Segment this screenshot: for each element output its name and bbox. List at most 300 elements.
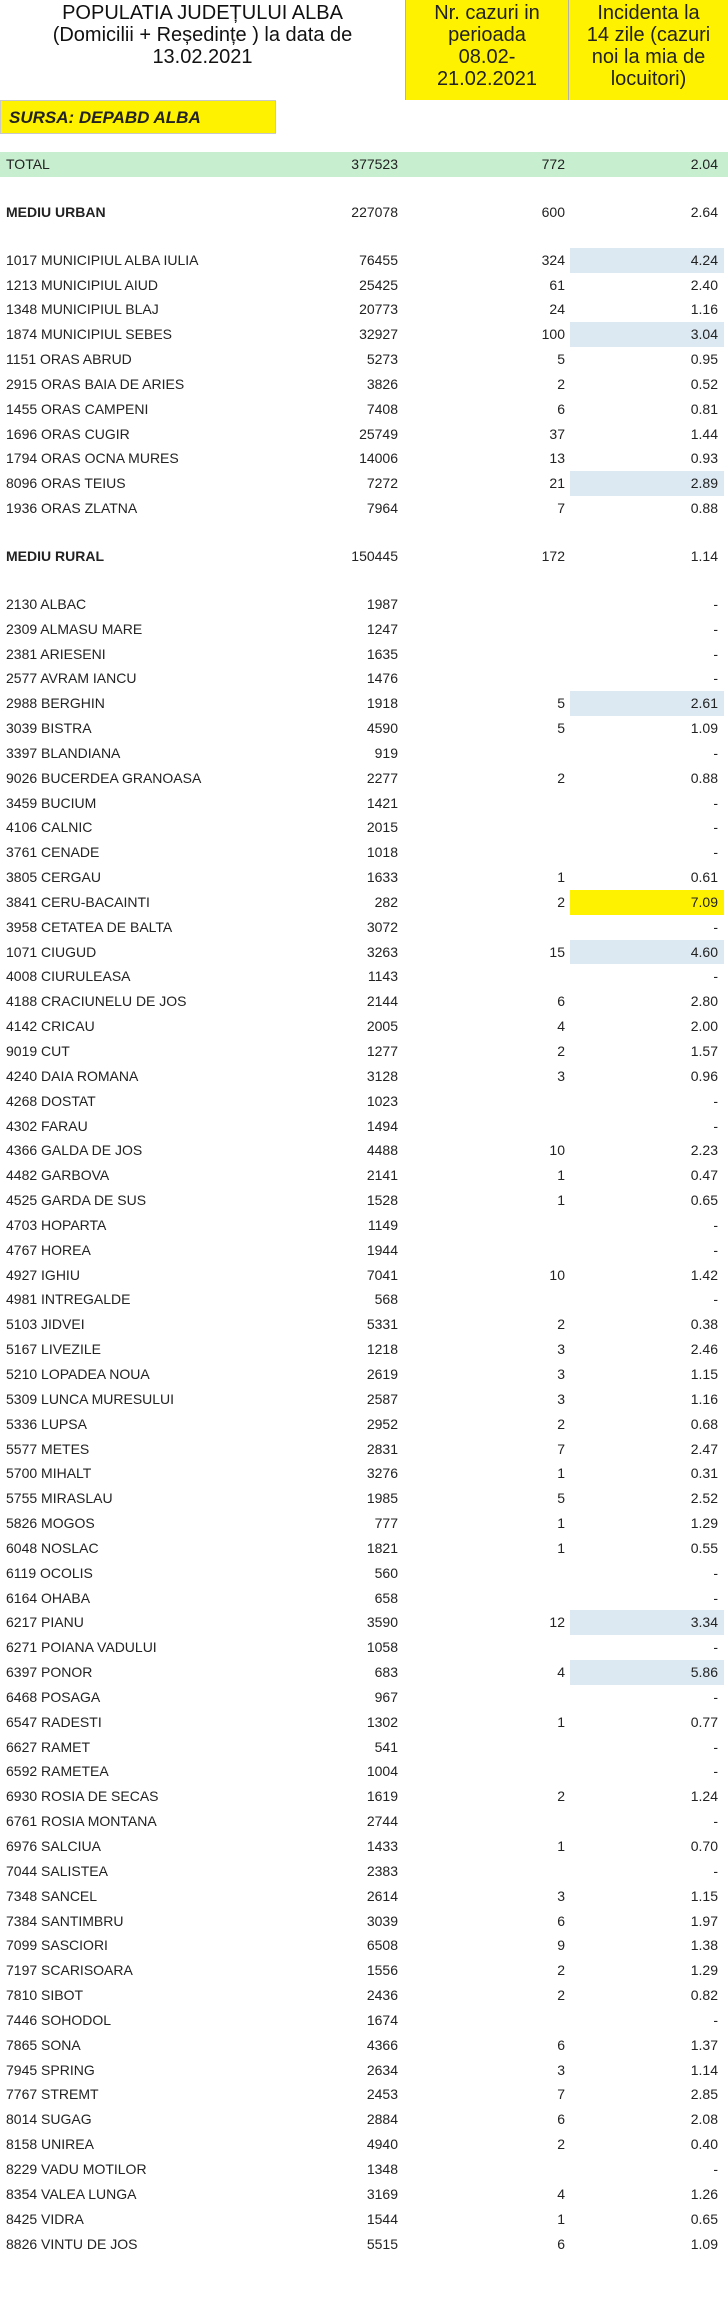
cases-cell: 2	[557, 1788, 565, 1805]
locality-name-cell: 6468 POSAGA	[6, 1688, 101, 1705]
incidence-cell: -	[713, 1639, 718, 1656]
table-row	[0, 1362, 728, 1387]
incidence-cell: -	[713, 2160, 718, 2177]
locality-name-cell: 7767 STREMT	[6, 2086, 99, 2103]
incidence-header-line: 14 zile (cazuri	[586, 24, 711, 46]
table-row	[0, 1983, 728, 2008]
table-row	[0, 1909, 728, 1934]
incidence-cell: 1.26	[690, 2185, 718, 2202]
locality-name-cell: 6761 ROSIA MONTANA	[6, 1813, 157, 1830]
population-cell: 25425	[359, 276, 398, 293]
locality-name-cell: 1455 ORAS CAMPENI	[6, 400, 149, 417]
incidence-cell: -	[713, 1688, 718, 1705]
locality-name-cell: 6930 ROSIA DE SECAS	[6, 1788, 159, 1805]
locality-name-cell: 3761 CENADE	[6, 844, 100, 861]
locality-name-cell: 1213 MUNICIPIUL AIUD	[6, 276, 158, 293]
source-label: SURSA: DEPABD ALBA	[0, 100, 276, 134]
population-cell: 1433	[366, 1838, 398, 1854]
incidence-cell: -	[713, 1738, 718, 1755]
population-cell: 1143	[367, 968, 398, 985]
locality-name-cell: 4008 CIURULEASA	[6, 968, 131, 985]
table-row	[0, 1188, 728, 1213]
incidence-cell: 0.65	[690, 1192, 718, 1209]
population-cell: 3128	[366, 1067, 398, 1084]
table-row	[0, 471, 728, 496]
population-cell: 2614	[366, 1887, 398, 1904]
table-row	[0, 347, 728, 372]
locality-name-cell: 8826 VINTU DE JOS	[6, 2235, 138, 2252]
incidence-cell: -	[713, 645, 718, 662]
cases-cell: 2	[557, 1043, 565, 1059]
locality-name-cell: 1017 MUNICIPIUL ALBA IULIA	[6, 251, 199, 268]
incidence-cell: -	[713, 1813, 718, 1830]
population-cell: 377523	[351, 156, 398, 172]
incidence-cell: 2.00	[690, 1018, 718, 1035]
locality-name-cell: 2309 ALMASU MARE	[6, 620, 143, 637]
population-cell: 4590	[366, 720, 398, 737]
locality-name-cell: 6217 PIANU	[6, 1614, 84, 1631]
population-cell: 2831	[366, 1440, 398, 1457]
population-cell: 7272	[366, 475, 398, 492]
locality-name-cell: 9019 CUT	[6, 1043, 70, 1059]
locality-name-cell: 3805 CERGAU	[6, 869, 101, 886]
population-cell: 14006	[359, 450, 398, 467]
table-row	[0, 2132, 728, 2157]
cases-cell: 6	[557, 1912, 565, 1929]
locality-name-cell: 6119 OCOLIS	[6, 1564, 93, 1581]
cases-cell: 9	[557, 1937, 565, 1954]
table-row	[0, 1784, 728, 1809]
incidence-cell: 1.57	[690, 1043, 718, 1059]
incidence-cell: 1.15	[690, 1887, 718, 1904]
locality-name-cell: 1874 MUNICIPIUL SEBES	[6, 326, 172, 343]
cases-cell: 13	[549, 450, 565, 467]
population-cell: 20773	[359, 301, 398, 318]
incidence-cell: 2.46	[690, 1341, 718, 1358]
locality-name-cell: 2381 ARIESENI	[6, 645, 106, 662]
locality-name-cell: 4142 CRICAU	[6, 1018, 95, 1035]
incidence-cell: 0.68	[690, 1415, 718, 1432]
cases-cell: 4	[557, 2185, 565, 2202]
spacer-row	[0, 521, 728, 544]
table-row	[0, 716, 728, 741]
population-cell: 967	[374, 1688, 398, 1705]
population-cell: 1476	[366, 670, 398, 687]
population-cell: 2884	[366, 2111, 398, 2128]
population-title	[0, 0, 405, 100]
incidence-cell: -	[713, 670, 718, 687]
table-row	[0, 840, 728, 865]
population-cell: 2619	[366, 1365, 398, 1382]
table-row	[0, 322, 728, 347]
population-cell: 1149	[367, 1216, 398, 1233]
table-row	[0, 1586, 728, 1611]
cases-cell: 3	[557, 1887, 565, 1904]
cases-header-line: 21.02.2021	[436, 68, 538, 90]
locality-name-cell: 6271 POIANA VADULUI	[6, 1639, 157, 1656]
incidence-cell: 0.81	[690, 400, 718, 417]
table-row	[0, 766, 728, 791]
locality-name-cell: 3958 CETATEA DE BALTA	[6, 918, 173, 935]
locality-name-cell: 2130 ALBAC	[6, 595, 87, 612]
table-row	[0, 1958, 728, 1983]
cases-cell: 2	[557, 1316, 565, 1333]
population-cell: 2005	[366, 1018, 398, 1035]
table-row	[0, 1610, 728, 1635]
population-cell: 5515	[366, 2235, 398, 2252]
population-cell: 1018	[366, 844, 398, 861]
incidence-cell: 0.52	[690, 375, 718, 392]
cases-cell: 1	[557, 1192, 565, 1209]
population-cell: 3169	[366, 2185, 398, 2202]
incidence-cell: -	[713, 1589, 718, 1606]
section-row	[0, 544, 728, 569]
cases-cell: 21	[549, 475, 565, 492]
incidence-cell: 4.60	[570, 940, 724, 965]
incidence-cell: 2.89	[570, 471, 724, 496]
population-cell: 1421	[366, 794, 398, 811]
population-cell: 25749	[359, 425, 398, 442]
incidence-cell: 0.93	[690, 450, 718, 467]
cases-cell: 324	[541, 251, 565, 268]
population-cell: 2453	[366, 2086, 398, 2103]
population-cell: 683	[374, 1664, 398, 1681]
cases-cell: 2	[557, 893, 565, 910]
table-row	[0, 1809, 728, 1834]
locality-name-cell: 4240 DAIA ROMANA	[6, 1067, 139, 1084]
locality-name-cell: 5700 MIHALT	[6, 1465, 92, 1482]
cases-cell: 24	[549, 301, 565, 318]
locality-name-cell: 4927 IGHIU	[6, 1266, 80, 1283]
incidence-cell: -	[713, 1291, 718, 1308]
incidence-header-line: Incidenta la	[597, 2, 700, 24]
table-row	[0, 1163, 728, 1188]
incidence-cell: -	[713, 744, 718, 761]
population-cell: 541	[374, 1738, 398, 1755]
incidence-cell: 2.08	[690, 2111, 718, 2128]
population-cell: 1556	[366, 1962, 398, 1979]
locality-name-cell: MEDIU RURAL	[6, 547, 104, 564]
cases-cell: 5	[557, 1490, 565, 1507]
population-cell: 2436	[366, 1987, 398, 2004]
table-row	[0, 915, 728, 940]
table-row	[0, 2157, 728, 2182]
table-row	[0, 297, 728, 322]
locality-name-cell: 1696 ORAS CUGIR	[6, 425, 130, 442]
cases-cell: 600	[541, 203, 565, 220]
population-cell: 1302	[366, 1713, 398, 1730]
table-row	[0, 2232, 728, 2257]
title-line-2: (Domicilii + Reședințe ) la data de	[52, 24, 353, 46]
table-row	[0, 1660, 728, 1685]
table-row	[0, 1486, 728, 1511]
locality-name-cell: 1348 MUNICIPIUL BLAJ	[6, 301, 159, 318]
cases-cell: 6	[557, 993, 565, 1010]
locality-name-cell: 5336 LUPSA	[6, 1415, 87, 1432]
population-cell: 1004	[366, 1763, 398, 1780]
locality-name-cell: 8014 SUGAG	[6, 2111, 92, 2128]
locality-name-cell: 6397 PONOR	[6, 1664, 93, 1681]
table-row	[0, 1461, 728, 1486]
cases-cell: 4	[557, 1018, 565, 1035]
table-row	[0, 1213, 728, 1238]
population-cell: 1058	[366, 1639, 398, 1656]
table-row	[0, 1710, 728, 1735]
incidence-cell: -	[713, 1241, 718, 1258]
incidence-cell: 2.64	[690, 203, 718, 220]
table-row	[0, 397, 728, 422]
table-row	[0, 815, 728, 840]
incidence-cell: 2.04	[690, 156, 718, 172]
table-row	[0, 940, 728, 965]
cases-cell: 1	[557, 1465, 565, 1482]
incidence-cell: 1.37	[690, 2036, 718, 2053]
cases-header-line: 08.02-	[458, 46, 516, 68]
locality-name-cell: 8229 VADU MOTILOR	[6, 2160, 147, 2177]
cases-cell: 1	[557, 1167, 565, 1184]
population-cell: 1023	[366, 1092, 398, 1109]
cases-cell: 1	[557, 869, 565, 886]
incidence-cell: -	[713, 620, 718, 637]
locality-name-cell: 8354 VALEA LUNGA	[6, 2185, 137, 2202]
incidence-cell: 7.09	[570, 890, 724, 915]
table-row	[0, 617, 728, 642]
incidence-cell: 0.88	[690, 769, 718, 786]
population-cell: 7964	[366, 500, 398, 517]
table-row	[0, 1312, 728, 1337]
table-row	[0, 1014, 728, 1039]
incidence-cell: 1.38	[690, 1937, 718, 1954]
table-row	[0, 1685, 728, 1710]
table-row	[0, 1138, 728, 1163]
incidence-header-line: noi la mia de	[591, 46, 706, 68]
locality-name-cell: 7099 SASCIORI	[6, 1937, 108, 1954]
locality-name-cell: 4366 GALDA DE JOS	[6, 1142, 143, 1159]
incidence-cell: 1.24	[690, 1788, 718, 1805]
locality-name-cell: 4188 CRACIUNELU DE JOS	[6, 993, 187, 1010]
total-row	[0, 152, 728, 177]
data-rows	[0, 152, 728, 2256]
cases-cell: 10	[549, 1142, 565, 1159]
incidence-cell: 2.52	[690, 1490, 718, 1507]
population-cell: 1821	[366, 1539, 398, 1556]
table-row	[0, 1337, 728, 1362]
table-row	[0, 2008, 728, 2033]
population-cell: 2634	[366, 2061, 398, 2078]
cases-column-header	[405, 0, 568, 100]
incidence-cell: 5.86	[570, 1660, 724, 1685]
population-cell: 1494	[366, 1117, 398, 1134]
table-row	[0, 1635, 728, 1660]
locality-name-cell: 6164 OHABA	[6, 1589, 91, 1606]
population-cell: 1918	[366, 695, 398, 712]
incidence-cell: -	[713, 595, 718, 612]
cases-cell: 1	[557, 1713, 565, 1730]
population-cell: 2952	[366, 1415, 398, 1432]
incidence-cell: -	[713, 1763, 718, 1780]
cases-cell: 1	[557, 2210, 565, 2227]
table-row	[0, 1933, 728, 1958]
population-cell: 4366	[366, 2036, 398, 2053]
cases-cell: 3	[557, 1390, 565, 1407]
incidence-cell: 0.70	[690, 1838, 718, 1854]
cases-cell: 2	[557, 2136, 565, 2153]
locality-name-cell: 6547 RADESTI	[6, 1713, 102, 1730]
cases-cell: 2	[557, 1962, 565, 1979]
table-row	[0, 1437, 728, 1462]
incidence-cell: 2.61	[570, 691, 724, 716]
population-cell: 5331	[366, 1316, 398, 1333]
table-row	[0, 1859, 728, 1884]
cases-cell: 5	[557, 695, 565, 712]
population-cell: 1277	[366, 1043, 398, 1059]
table-row	[0, 2082, 728, 2107]
locality-name-cell: 7865 SONA	[6, 2036, 81, 2053]
locality-name-cell: 5577 METES	[6, 1440, 90, 1457]
population-cell: 1348	[366, 2160, 398, 2177]
locality-name-cell: 8158 UNIREA	[6, 2136, 94, 2153]
incidence-cell: 0.96	[690, 1067, 718, 1084]
population-cell: 4940	[366, 2136, 398, 2153]
population-cell: 7041	[366, 1266, 398, 1283]
locality-name-cell: 1151 ORAS ABRUD	[6, 351, 132, 368]
incidence-cell: -	[713, 968, 718, 985]
locality-name-cell: 7945 SPRING	[6, 2061, 95, 2078]
table-row	[0, 248, 728, 273]
locality-name-cell: 5309 LUNCA MURESULUI	[6, 1390, 175, 1407]
section-row	[0, 200, 728, 225]
table-row	[0, 964, 728, 989]
title-line-1: POPULATIA JUDEȚULUI ALBA	[62, 2, 343, 24]
locality-name-cell: 1936 ORAS ZLATNA	[6, 500, 138, 517]
cases-cell: 2	[557, 769, 565, 786]
locality-name-cell: 7810 SIBOT	[6, 1987, 84, 2004]
incidence-cell: 4.24	[570, 248, 724, 273]
cases-cell: 3	[557, 1365, 565, 1382]
locality-name-cell: 4268 DOSTAT	[6, 1092, 96, 1109]
population-cell: 3039	[366, 1912, 398, 1929]
locality-name-cell: 4302 FARAU	[6, 1117, 88, 1134]
incidence-cell: 1.16	[690, 1390, 718, 1407]
population-cell: 1619	[366, 1788, 398, 1805]
population-cell: 658	[374, 1589, 398, 1606]
table-row	[0, 1114, 728, 1139]
cases-cell: 61	[549, 276, 565, 293]
population-cell: 560	[374, 1564, 398, 1581]
table-row	[0, 1089, 728, 1114]
incidence-cell: 0.65	[690, 2210, 718, 2227]
locality-name-cell: 4981 INTREGALDE	[6, 1291, 131, 1308]
cases-header-line: Nr. cazuri in	[434, 2, 540, 24]
locality-name-cell: TOTAL	[6, 156, 50, 172]
cases-cell: 6	[557, 2036, 565, 2053]
spacer-row	[0, 177, 728, 200]
locality-name-cell: 6976 SALCIUA	[6, 1838, 101, 1854]
population-cell: 2277	[366, 769, 398, 786]
table-row	[0, 1759, 728, 1784]
locality-name-cell: MEDIU URBAN	[6, 203, 106, 220]
cases-cell: 3	[557, 1341, 565, 1358]
population-cell: 1218	[366, 1341, 398, 1358]
incidence-cell: 0.47	[690, 1167, 718, 1184]
table-row	[0, 666, 728, 691]
incidence-cell: 1.29	[690, 1962, 718, 1979]
table-row	[0, 2033, 728, 2058]
population-cell: 3263	[366, 943, 398, 960]
locality-name-cell: 2577 AVRAM IANCU	[6, 670, 137, 687]
locality-name-cell: 5167 LIVEZILE	[6, 1341, 101, 1358]
table-row	[0, 1884, 728, 1909]
table-row	[0, 1412, 728, 1437]
population-cell: 1635	[366, 645, 398, 662]
table-header	[0, 0, 728, 100]
cases-cell: 100	[541, 326, 565, 343]
locality-name-cell: 4767 HOREA	[6, 1241, 91, 1258]
incidence-cell: 2.47	[690, 1440, 718, 1457]
incidence-cell: 1.14	[690, 547, 718, 564]
locality-name-cell: 5826 MOGOS	[6, 1515, 95, 1532]
locality-name-cell: 4106 CALNIC	[6, 819, 93, 836]
incidence-cell: 1.97	[690, 1912, 718, 1929]
table-row	[0, 642, 728, 667]
incidence-cell: 1.14	[690, 2061, 718, 2078]
population-cell: 568	[374, 1291, 398, 1308]
incidence-cell: 0.82	[690, 1987, 718, 2004]
cases-cell: 772	[541, 156, 565, 172]
cases-cell: 3	[557, 2061, 565, 2078]
incidence-cell: 2.80	[690, 993, 718, 1010]
table-row	[0, 422, 728, 447]
population-cell: 32927	[359, 326, 398, 343]
table-row	[0, 1039, 728, 1064]
table-row	[0, 2207, 728, 2232]
incidence-cell: -	[713, 918, 718, 935]
population-cell: 1674	[366, 2011, 398, 2028]
population-cell: 7408	[366, 400, 398, 417]
table-row	[0, 1263, 728, 1288]
locality-name-cell: 7348 SANCEL	[6, 1887, 98, 1904]
incidence-cell: 0.77	[690, 1713, 718, 1730]
table-row	[0, 989, 728, 1014]
population-cell: 2744	[366, 1813, 398, 1830]
cases-cell: 2	[557, 375, 565, 392]
cases-cell: 12	[549, 1614, 565, 1631]
population-cell: 777	[374, 1515, 398, 1532]
incidence-cell: 1.09	[690, 2235, 718, 2252]
population-cell: 150445	[351, 547, 398, 564]
cases-cell: 2	[557, 1987, 565, 2004]
locality-name-cell: 7384 SANTIMBRU	[6, 1912, 124, 1929]
table-row	[0, 446, 728, 471]
table-row	[0, 691, 728, 716]
locality-name-cell: 3039 BISTRA	[6, 720, 92, 737]
table-row	[0, 2182, 728, 2207]
locality-name-cell: 6592 RAMETEA	[6, 1763, 109, 1780]
cases-cell: 37	[549, 425, 565, 442]
incidence-cell: -	[713, 1092, 718, 1109]
incidence-cell: 1.29	[690, 1515, 718, 1532]
incidence-cell: 0.55	[690, 1539, 718, 1556]
population-cell: 1633	[366, 869, 398, 886]
population-cell: 3276	[366, 1465, 398, 1482]
incidence-column-header	[568, 0, 728, 100]
population-cell: 3826	[366, 375, 398, 392]
locality-name-cell: 9026 BUCERDEA GRANOASA	[6, 769, 202, 786]
population-cell: 1985	[366, 1490, 398, 1507]
population-cell: 1528	[366, 1192, 398, 1209]
population-cell: 6508	[366, 1937, 398, 1954]
table-row	[0, 372, 728, 397]
